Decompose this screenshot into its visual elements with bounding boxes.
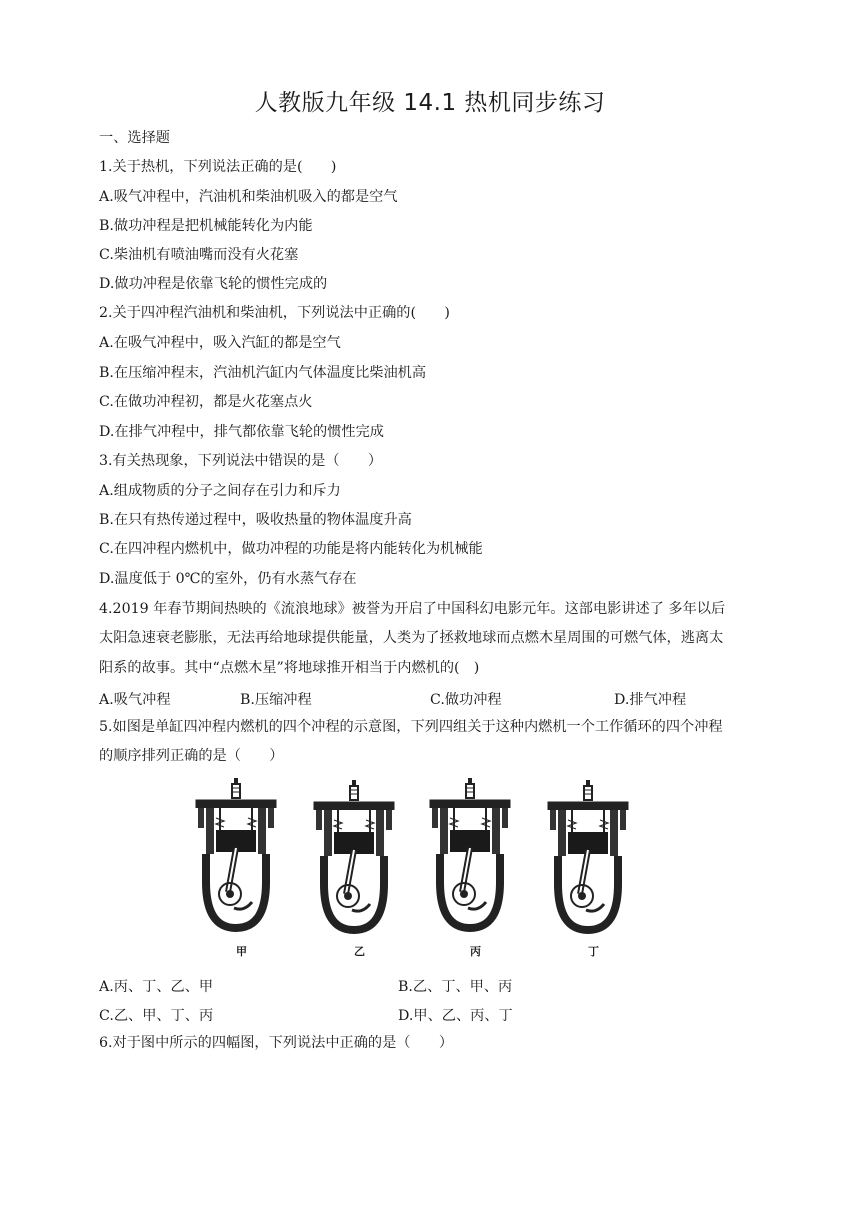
question-4-stem-line-3: 阳系的故事。其中“点燃木星”将地球推开相当于内燃机的( )	[99, 660, 480, 676]
question-3-stem: 3.有关热现象，下列说法中错误的是（ ）	[99, 453, 383, 469]
engine-diagram-bing	[432, 778, 508, 928]
question-2-stem: 2.关于四冲程汽油机和柴油机，下列说法中正确的( )	[99, 305, 450, 321]
question-3-option-c: C.在四冲程内燃机中，做功冲程的功能是将内能转化为机械能	[99, 541, 483, 557]
caption-bing: 丙	[470, 945, 481, 958]
question-3-option-b: B.在只有热传递过程中，吸收热量的物体温度升高	[99, 512, 412, 528]
question-3-option-a: A.组成物质的分子之间存在引力和斥力	[99, 483, 341, 499]
question-1-option-d: D.做功冲程是依靠飞轮的惯性完成的	[99, 276, 328, 292]
engine-strokes-figure	[190, 778, 630, 960]
page-title: 人教版九年级 14.1 热机同步练习	[254, 90, 606, 116]
engine-diagram-ding	[550, 780, 626, 930]
question-4-stem-line-1: 4.2019 年春节期间热映的《流浪地球》被誉为开启了中国科幻电影元年。这部电影讲述了 多年以后	[99, 601, 726, 617]
question-1-option-a: A.吸气冲程中，汽油机和柴油机吸入的都是空气	[99, 189, 398, 205]
question-4-option-c: C.做功冲程	[430, 692, 502, 708]
question-2-option-d: D.在排气冲程中，排气都依靠飞轮的惯性完成	[99, 424, 384, 440]
question-4-option-b: B.压缩冲程	[240, 692, 312, 708]
question-2-option-a: A.在吸气冲程中，吸入汽缸的都是空气	[99, 335, 341, 351]
section-heading: 一、选择题	[99, 130, 170, 146]
question-3-option-d: D.温度低于 0℃的室外，仍有水蒸气存在	[99, 571, 357, 587]
question-4-stem-line-2: 太阳急速衰老膨胀，无法再给地球提供能量，人类为了拯救地球而点燃木星周围的可燃气体，逃离太	[99, 630, 724, 646]
caption-ding: 丁	[588, 945, 599, 958]
caption-yi: 乙	[354, 945, 365, 958]
question-4-option-d: D.排气冲程	[614, 692, 687, 708]
question-2-option-b: B.在压缩冲程末，汽油机汽缸内气体温度比柴油机高	[99, 365, 427, 381]
question-5-stem-line-1: 5.如图是单缸四冲程内燃机的四个冲程的示意图，下列四组关于这种内燃机一个工作循环的四个冲程	[99, 719, 723, 735]
question-1-stem: 1.关于热机，下列说法正确的是( )	[99, 159, 337, 175]
question-5-option-c: C.乙、甲、丁、丙	[99, 1008, 214, 1024]
question-1-option-b: B.做功冲程是把机械能转化为内能	[99, 218, 313, 234]
engine-diagram-jia	[198, 778, 274, 928]
question-1-option-c: C.柴油机有喷油嘴而没有火花塞	[99, 247, 299, 263]
question-5-option-d: D.甲、乙、丙、丁	[398, 1008, 513, 1024]
question-5-stem-line-2: 的顺序排列正确的是（ ）	[99, 748, 284, 764]
question-6-stem: 6.对于图中所示的四幅图，下列说法中正确的是（ ）	[99, 1035, 454, 1051]
engine-diagram-yi	[316, 780, 392, 930]
question-2-option-c: C.在做功冲程初，都是火花塞点火	[99, 394, 313, 410]
question-5-option-b: B.乙、丁、甲、丙	[398, 979, 513, 995]
caption-jia: 甲	[236, 945, 247, 958]
question-4-option-a: A.吸气冲程	[99, 692, 171, 708]
question-5-option-a: A.丙、丁、乙、甲	[99, 979, 214, 995]
